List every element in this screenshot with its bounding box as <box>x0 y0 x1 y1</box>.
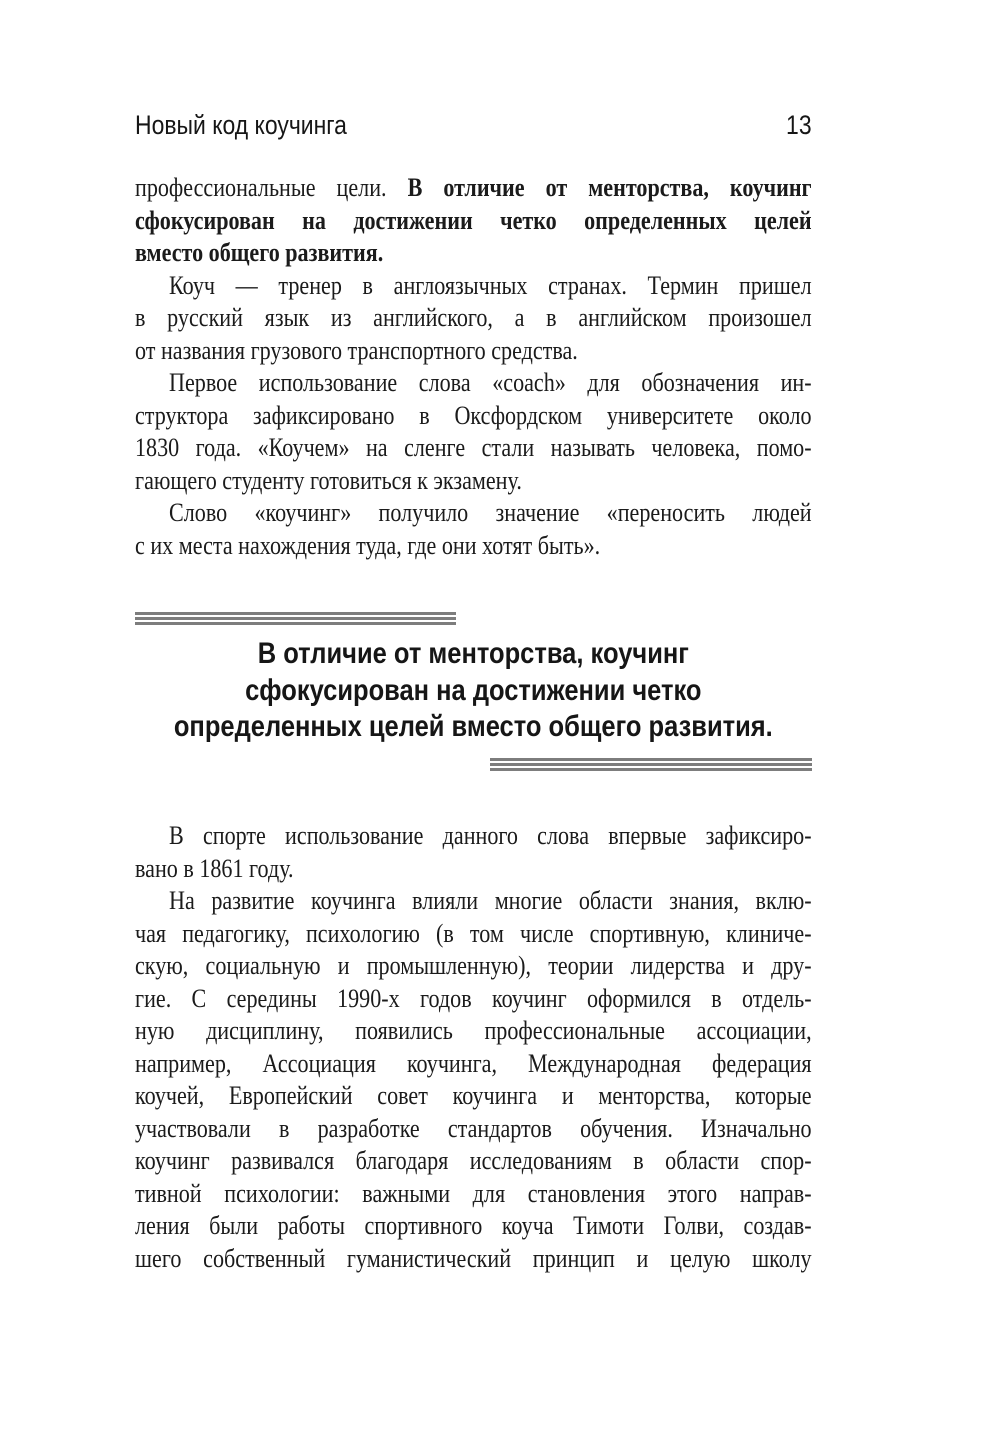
text-line <box>135 885 812 918</box>
text-line <box>135 302 812 335</box>
text-segment: чая педагогику, психологию (в том числе спортивную, клиниче- <box>135 918 812 948</box>
text-line <box>135 983 812 1016</box>
running-title: Новый код коучинга <box>135 110 347 140</box>
text-line <box>135 270 812 303</box>
pull-quote-line: определенных целей вместо общего развития. <box>173 710 773 743</box>
text-line <box>135 400 812 433</box>
text-segment: шего собственный гуманистический принцип и целую школу <box>135 1243 812 1273</box>
text-line <box>135 820 812 853</box>
pull-quote-line: В отличие от менторства, коучинг <box>257 637 689 670</box>
paragraph <box>135 367 812 497</box>
text-line <box>135 1210 812 1243</box>
text-line <box>135 497 812 530</box>
text-line <box>135 1113 812 1146</box>
text-line <box>135 530 812 563</box>
bold-text-segment: сфокусирован на достижении четко определенных целей <box>135 205 812 235</box>
text-segment: вано в 1861 году. <box>135 853 294 883</box>
bold-text-segment: В отличие от менторства, коучинг <box>407 173 812 202</box>
bold-text-segment: вместо общего развития. <box>135 238 384 267</box>
paragraph <box>135 497 812 562</box>
text-segment: гие. С середины 1990-х годов коучинг оформился в отдель- <box>135 983 812 1013</box>
text-line <box>135 1243 812 1276</box>
text-segment: коучей, Европейский совет коучинга и менторства, которые <box>135 1081 812 1110</box>
text-line <box>135 1048 812 1081</box>
text-segment: коучинг развивался благодаря исследованиям в области спор- <box>135 1146 812 1175</box>
text-segment: На развитие коучинга влияли многие области знания, вклю- <box>169 886 812 915</box>
paragraph <box>135 885 812 1275</box>
text-segment: гающего студенту готовиться к экзамену. <box>135 465 522 495</box>
paragraph <box>135 270 812 368</box>
text-segment: В спорте использование данного слова впервые зафиксиро- <box>169 821 812 850</box>
text-line <box>135 950 812 983</box>
pull-quote-text <box>135 636 812 746</box>
text-segment: структора зафиксировано в Оксфордском университете около <box>135 400 812 430</box>
text-line <box>135 172 812 205</box>
pull-quote-line: сфокусирован на достижении четко <box>245 673 702 707</box>
text-line <box>135 918 812 951</box>
page-number: 13 <box>786 110 812 140</box>
text-segment: от названия грузового транспортного средства. <box>135 335 578 365</box>
paragraph <box>135 820 812 885</box>
text-segment: ления были работы спортивного коуча Тимоти Голви, создав- <box>135 1211 812 1240</box>
text-segment: ную дисциплину, появились профессиональные ассоциации, <box>135 1016 812 1045</box>
text-segment: участвовали в разработке стандартов обучения. Изначально <box>135 1113 812 1143</box>
text-segment: в русский язык из английского, а в английском произошел <box>135 303 812 332</box>
text-section-bottom <box>135 820 812 1275</box>
quote-rule-bottom <box>490 758 812 771</box>
text-line <box>135 853 812 886</box>
paragraph <box>135 172 812 270</box>
text-line <box>135 367 812 400</box>
text-line <box>135 237 812 270</box>
text-segment: 1830 года. «Коучем» на сленге стали называть человека, помо- <box>135 433 812 462</box>
text-line <box>135 1015 812 1048</box>
text-line <box>135 1145 812 1178</box>
text-line <box>135 432 812 465</box>
text-line <box>135 205 812 238</box>
text-segment: например, Ассоциация коучинга, Международная федерация <box>135 1048 812 1078</box>
text-section-top <box>135 172 812 562</box>
text-segment: тивной психологии: важными для становления этого направ- <box>135 1178 812 1208</box>
text-segment: с их места нахождения туда, где они хотят быть». <box>135 530 601 560</box>
quote-rule-top <box>135 612 456 625</box>
text-segment: Первое использование слова «coach» для обозначения ин- <box>169 368 812 397</box>
page-header <box>135 110 812 140</box>
text-line <box>135 1080 812 1113</box>
text-line <box>135 465 812 498</box>
text-segment: скую, социальную и промышленную), теории лидерства и дру- <box>135 951 812 980</box>
text-line <box>135 335 812 368</box>
text-segment: Слово «коучинг» получило значение «переносить людей <box>169 498 812 527</box>
text-segment: профессиональные цели. <box>135 173 408 202</box>
text-segment: Коуч — тренер в англоязычных странах. Термин пришел <box>169 270 812 300</box>
text-line <box>135 1178 812 1211</box>
